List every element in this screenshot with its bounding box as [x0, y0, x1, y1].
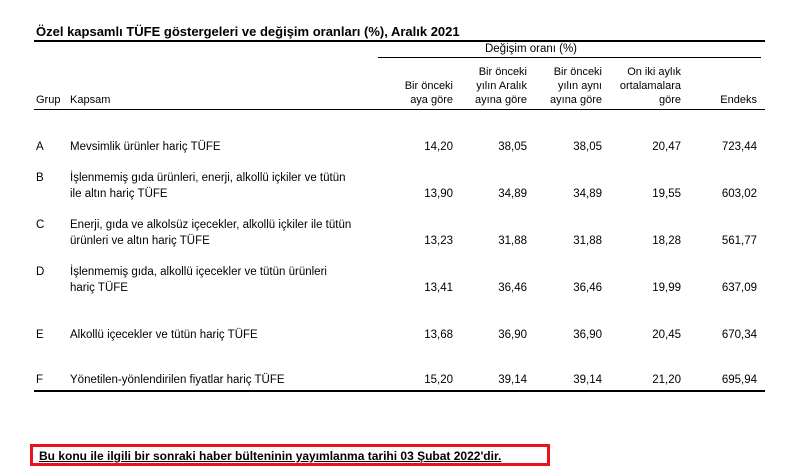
- row-value: 13,41: [424, 282, 453, 294]
- header-col1-line2: aya göre: [410, 94, 453, 106]
- header-col2-line2: yılın Aralık: [476, 80, 527, 92]
- row-grup: F: [36, 374, 44, 386]
- header-col4-line3: göre: [658, 94, 681, 106]
- row-value: 14,20: [424, 141, 453, 153]
- header-col2-line1: Bir önceki: [478, 66, 527, 78]
- row-grup: B: [36, 172, 44, 184]
- row-kapsam: Alkollü içecekler ve tütün hariç TÜFE: [70, 329, 258, 341]
- row-index: 670,34: [721, 329, 757, 341]
- bottom-rule: [34, 390, 765, 392]
- row-value: 20,45: [652, 329, 681, 341]
- row-value: 18,28: [652, 235, 681, 247]
- header-endeks: Endeks: [720, 94, 757, 106]
- row-grup: E: [36, 329, 44, 341]
- row-index: 723,44: [721, 141, 757, 153]
- row-value: 38,05: [498, 141, 527, 153]
- row-value: 38,05: [573, 141, 602, 153]
- header-col2-line3: ayına göre: [475, 94, 527, 106]
- row-value: 36,46: [573, 282, 602, 294]
- row-value: 13,23: [424, 235, 453, 247]
- row-kapsam: İşlenmemiş gıda, alkollü içecekler ve tütün ürünleri: [70, 266, 327, 278]
- row-value: 13,90: [424, 188, 453, 200]
- row-value: 36,90: [498, 329, 527, 341]
- row-index: 603,02: [721, 188, 757, 200]
- row-value: 20,47: [652, 141, 681, 153]
- row-value: 19,99: [652, 282, 681, 294]
- header-col3-line3: ayına göre: [550, 94, 602, 106]
- row-grup: A: [36, 141, 44, 153]
- row-value: 31,88: [573, 235, 602, 247]
- row-kapsam-line2: hariç TÜFE: [70, 282, 128, 294]
- row-kapsam: Mevsimlik ürünler hariç TÜFE: [70, 141, 221, 153]
- row-value: 31,88: [498, 235, 527, 247]
- row-kapsam-line2: ile altın hariç TÜFE: [70, 188, 168, 200]
- header-rule: [34, 109, 765, 110]
- header-col3: [530, 65, 602, 107]
- row-kapsam: Enerji, gıda ve alkolsüz içecekler, alkollü içkiler ile tütün: [70, 219, 352, 231]
- row-index: 695,94: [721, 374, 757, 386]
- header-col4-line1: On iki aylık: [627, 66, 681, 78]
- row-value: 39,14: [498, 374, 527, 386]
- row-grup: D: [36, 266, 45, 278]
- row-value: 21,20: [652, 374, 681, 386]
- header-col1: [380, 79, 453, 107]
- top-rule: [34, 40, 765, 42]
- row-value: 19,55: [652, 188, 681, 200]
- row-index: 561,77: [721, 235, 757, 247]
- row-grup: C: [36, 219, 45, 231]
- row-value: 36,46: [498, 282, 527, 294]
- header-kapsam: Kapsam: [70, 94, 111, 106]
- header-col4: [606, 65, 681, 107]
- change-rate-rule: [378, 57, 761, 58]
- table-title: Özel kapsamlı TÜFE göstergeleri ve değişim oranları (%), Aralık 2021: [36, 24, 460, 39]
- header-col2: [455, 65, 527, 107]
- header-grup: Grup: [36, 94, 61, 106]
- row-value: 36,90: [573, 329, 602, 341]
- row-kapsam-line2: ürünleri ve altın hariç TÜFE: [70, 235, 210, 247]
- row-kapsam: İşlenmemiş gıda ürünleri, enerji, alkollü içkiler ve tütün: [70, 172, 346, 184]
- row-index: 637,09: [721, 282, 757, 294]
- header-col4-line2: ortalamalara: [619, 80, 681, 92]
- row-kapsam: Yönetilen-yönlendirilen fiyatlar hariç TÜFE: [70, 374, 285, 386]
- change-rate-header: Değişim oranı (%): [484, 43, 578, 55]
- row-value: 34,89: [498, 188, 527, 200]
- row-value: 34,89: [573, 188, 602, 200]
- next-bulletin-note-text: Bu konu ile ilgili bir sonraki haber bülteninin yayımlanma tarihi 03 Şubat 2022'dir.: [39, 449, 502, 463]
- header-col3-line1: Bir önceki: [553, 66, 602, 78]
- row-value: 13,68: [424, 329, 453, 341]
- row-value: 39,14: [573, 374, 602, 386]
- header-col3-line2: yılın aynı: [557, 80, 602, 92]
- header-col1-line1: Bir önceki: [404, 80, 453, 92]
- row-value: 15,20: [424, 374, 453, 386]
- next-bulletin-note: [30, 444, 550, 466]
